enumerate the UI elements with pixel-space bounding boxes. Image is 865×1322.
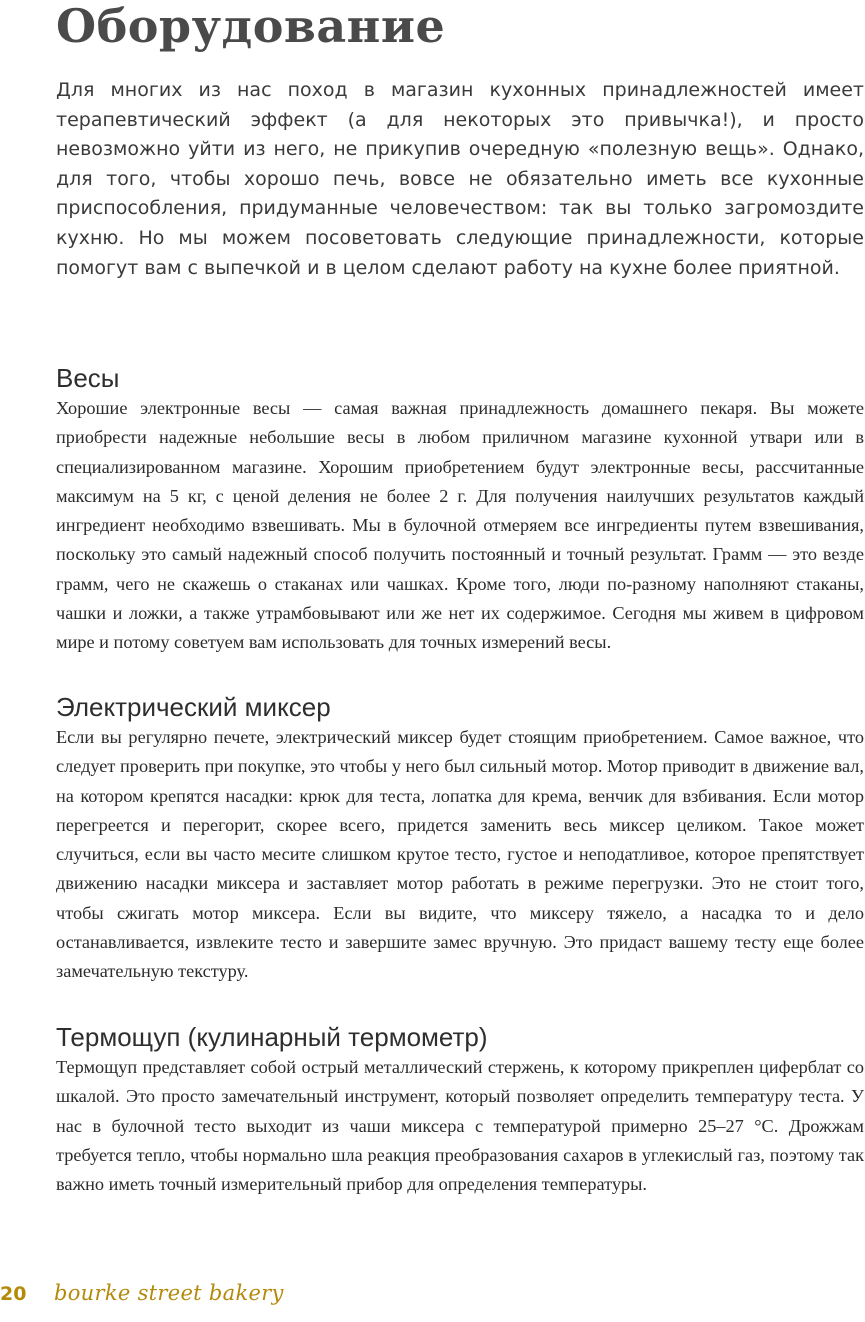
page-title: Оборудование [56, 0, 446, 53]
section-heading-scales: Весы [56, 363, 120, 393]
section-body-scales: Хорошие электронные весы — самая важная принадлежность домашнего пекаря. Вы можете приобрести надежные небольшие весы в любом приличном магазине кухонной утвари или в специализированном магазине. Хорошим приобретением будут электронные весы, рассчитанные максимум на 5 кг, с ценой деления не более 2 г. Для получения наилучших результатов каждый ингредиент необходимо взвешивать. Мы в булочной отмеряем все ингредиенты путем взвешивания, поскольку это самый надежный способ получить постоянный и точный результат. Грамм — это везде грамм, чего не скажешь о стаканах или чашках. Кроме того, люди по-разному наполняют стаканы, чашки и ложки, а также утрамбовывают или же нет их содержимое. Сегодня мы живем в цифровом мире и потому советуем вам использовать для точных измерений весы. [56, 398, 864, 653]
page-number: 20 [0, 1283, 27, 1305]
section-heading-thermometer: Термощуп (кулинарный термометр) [56, 1022, 488, 1052]
intro-paragraph: Для многих из нас поход в магазин кухонных принадлежностей имеет терапевтический эффект (а для некоторых это привычка!), и просто невозможно уйти из него, не прикупив очередную «полезную вещь». Однако, для того, чтобы хорошо печь, вовсе не обязательно иметь все кухонные приспособления, придуманные человечеством: так вы только загромоздите кухню. Но мы можем посоветовать следующие принадлежности, которые помогут вам с выпечкой и в целом сделают работу на кухне более приятной. [56, 79, 864, 279]
section-body-mixer: Если вы регулярно печете, электрический миксер будет стоящим приобретением. Самое важное, что следует проверить при покупке, это чтобы у него был сильный мотор. Мотор приводит в движение вал, на котором крепятся насадки: крюк для теста, лопатка для крема, венчик для взбивания. Если мотор перегреется и перегорит, скорее всего, придется заменить весь миксер целиком. Такое может случиться, если вы часто месите слишком крутое тесто, густое и неподатливое, которое препятствует движению насадки миксера и заставляет мотор работать в режиме перегрузки. Это не стоит того, чтобы сжигать мотор миксера. Если вы видите, что миксеру тяжело, а насадка то и дело останавливается, извлеките тесто и завершите замес вручную. Это придаст вашему тесту еще более замечательную текстуру. [56, 727, 864, 982]
section-body-thermometer: Термощуп представляет собой острый металлический стержень, к которому прикреплен циферблат со шкалой. Это просто замечательный инструмент, который позволяет определить температуру теста. У нас в булочной тесто выходит из чаши миксера с температурой примерно 25–27 °С. Дрожжам требуется тепло, чтобы нормально шла реакция преобразования сахаров в углекислый газ, поэтому так важно иметь точный измерительный прибор для определения температуры. [56, 1057, 864, 1195]
footer-brand-logo: bourke street bakery [54, 1281, 284, 1305]
section-heading-mixer: Электрический миксер [56, 692, 331, 722]
